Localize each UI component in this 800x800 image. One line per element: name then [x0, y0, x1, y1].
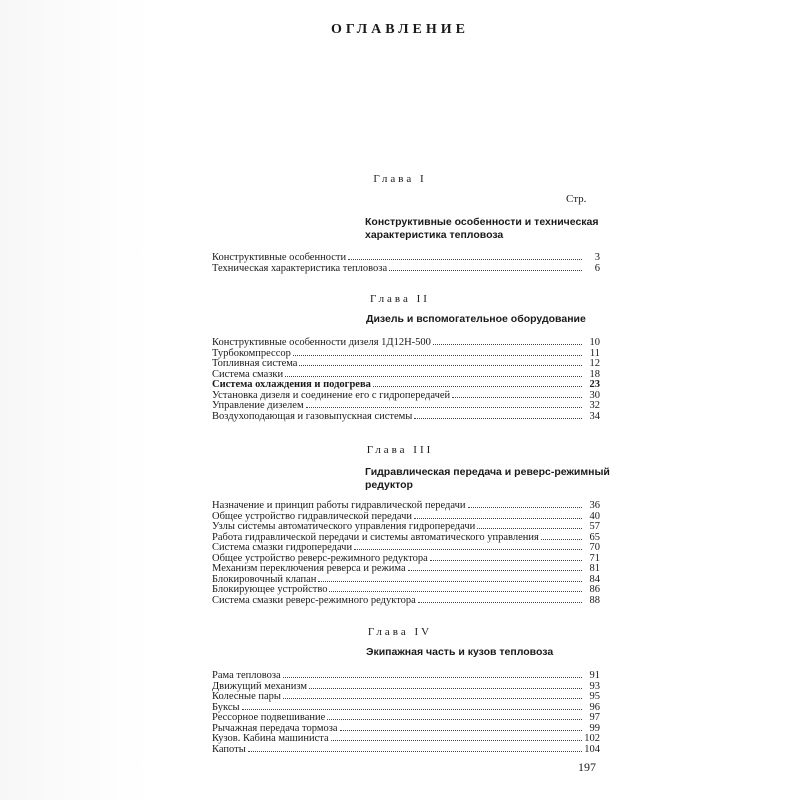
dot-leader [299, 358, 582, 366]
toc-list-chapter-4 [212, 670, 600, 754]
dot-leader [309, 681, 582, 689]
toc-entry-title: Рычажная передача тормоза [212, 722, 338, 734]
toc-entry-page: 96 [589, 701, 600, 713]
dot-leader [331, 733, 582, 741]
toc-entry-page: 18 [589, 368, 600, 380]
toc-list-chapter-1 [212, 252, 600, 273]
toc-list-chapter-2 [212, 337, 600, 421]
dot-leader [408, 563, 582, 571]
toc-entry-page: 71 [589, 552, 600, 564]
chapter-title-1 [365, 216, 599, 242]
toc-entry-page: 102 [584, 733, 600, 744]
toc-entry-page: 65 [589, 531, 600, 543]
toc-entry-page: 95 [589, 691, 600, 702]
chapter-label-3: Глава III [366, 444, 434, 456]
toc-entry-title: Система смазки реверс-режимного редуктора [212, 594, 416, 606]
chapter-title-4 [366, 646, 553, 659]
toc-entry-page: 32 [589, 400, 600, 411]
toc-entry-page: 70 [589, 542, 600, 553]
toc-entry-title: Конструктивные особенности [212, 252, 347, 263]
toc-entry-page: 57 [589, 521, 600, 532]
toc-entry-title: Работа гидравлической передачи и системы автоматического управления [212, 531, 539, 543]
toc-entry[interactable] [212, 252, 600, 263]
dot-leader [433, 337, 582, 345]
toc-entry-page: 88 [589, 594, 600, 606]
toc-entry-page: 97 [589, 712, 600, 723]
toc-entry-page: 86 [589, 584, 600, 595]
dot-leader [293, 348, 582, 356]
dot-leader [283, 691, 582, 699]
dot-leader [452, 390, 582, 398]
toc-entry-page: 6 [594, 262, 600, 274]
chapter-title-line: Гидравлическая передача и реверс-режимный [365, 466, 610, 478]
toc-entry-page: 23 [589, 379, 600, 390]
toc-entry-title: Турбокомпрессор [212, 347, 291, 359]
dot-leader [348, 252, 582, 260]
toc-entry-title: Рессорное подвешивание [212, 712, 326, 723]
toc-entry[interactable] [212, 263, 600, 274]
toc-entry[interactable] [212, 511, 600, 522]
dot-leader [327, 712, 582, 720]
dot-leader [414, 511, 582, 519]
toc-entry-page: 104 [584, 743, 600, 755]
toc-entry-page: 84 [589, 573, 600, 585]
chapter-label-4: Глава IV [367, 626, 433, 638]
chapter-title-line: Конструктивные особенности и техническая [365, 216, 599, 228]
toc-entry[interactable] [212, 584, 600, 595]
toc-entry[interactable] [212, 358, 600, 369]
toc-entry[interactable] [212, 542, 600, 553]
toc-entry[interactable] [212, 411, 600, 422]
chapter-label-1: Глава I [373, 173, 427, 185]
chapter-title-line: редуктор [365, 479, 413, 491]
chapter-label-2: Глава II [370, 293, 430, 305]
chapter-title-3 [365, 466, 610, 492]
toc-entry[interactable] [212, 723, 600, 734]
dot-leader [306, 400, 582, 408]
page-title: ОГЛАВЛЕНИЕ [331, 22, 469, 37]
toc-entry[interactable] [212, 574, 600, 585]
toc-list-chapter-3 [212, 500, 600, 605]
dot-leader [468, 500, 583, 508]
dot-leader [318, 574, 582, 582]
dot-leader [414, 411, 582, 419]
toc-entry-page: 30 [589, 389, 600, 401]
toc-entry-page: 91 [589, 670, 600, 681]
toc-entry[interactable] [212, 337, 600, 348]
chapter-title-line: Дизель и вспомогательное оборудование [366, 313, 586, 325]
dot-leader [329, 584, 582, 592]
toc-entry-title: Капоты [212, 743, 246, 755]
toc-entry-title: Система смазки гидропередачи [212, 542, 353, 553]
toc-entry-title: Назначение и принцип работы гидравлической передачи [212, 500, 466, 511]
toc-entry[interactable] [212, 390, 600, 401]
toc-entry-title: Конструктивные особенности дизеля 1Д12Н-500 [212, 337, 431, 348]
toc-entry[interactable] [212, 500, 600, 511]
toc-entry[interactable] [212, 595, 600, 606]
toc-entry-title: Буксы [212, 701, 240, 713]
toc-entry-title: Общее устройство гидравлической передачи [212, 510, 413, 522]
page-shadow-edge [0, 0, 150, 800]
toc-entry-page: 40 [589, 510, 600, 522]
toc-entry[interactable] [212, 563, 600, 574]
toc-entry-title: Движущий механизм [212, 680, 308, 692]
dot-leader [354, 542, 582, 550]
toc-entry[interactable] [212, 521, 600, 532]
toc-entry[interactable] [212, 670, 600, 681]
toc-entry[interactable] [212, 369, 600, 380]
toc-entry[interactable] [212, 691, 600, 702]
toc-entry-title: Установка дизеля и соединение его с гидропередачей [212, 389, 451, 401]
page-column-label: Стр. [566, 193, 587, 205]
toc-entry[interactable] [212, 744, 600, 755]
toc-entry-title: Система смазки [212, 368, 284, 380]
toc-entry-title: Колесные пары [212, 691, 281, 702]
toc-entry[interactable] [212, 379, 600, 390]
toc-entry-title: Блокирующее устройство [212, 584, 328, 595]
toc-entry-title: Общее устройство реверс-режимного редуктора [212, 552, 428, 564]
dot-leader [541, 532, 582, 540]
toc-entry-title: Рама тепловоза [212, 670, 281, 681]
toc-entry[interactable] [212, 702, 600, 713]
toc-entry-page: 12 [589, 358, 600, 369]
toc-entry-title: Блокировочный клапан [212, 573, 317, 585]
dot-leader [248, 744, 582, 752]
chapter-title-2 [366, 313, 586, 326]
page-number: 197 [578, 760, 596, 774]
toc-entry-page: 11 [589, 347, 600, 359]
chapter-title-line: Экипажная часть и кузов тепловоза [366, 646, 554, 658]
toc-entry-page: 10 [589, 337, 600, 348]
dot-leader [389, 263, 582, 271]
toc-entry-page: 93 [589, 680, 600, 692]
toc-entry-title: Кузов. Кабина машиниста [212, 733, 329, 744]
toc-entry[interactable] [212, 532, 600, 543]
toc-entry[interactable] [212, 400, 600, 411]
toc-entry-title: Управление дизелем [212, 400, 304, 411]
toc-entry-page: 34 [589, 410, 600, 422]
toc-entry-title: Узлы системы автоматического управления гидропередачи [212, 521, 476, 532]
toc-entry-title: Техническая характеристика тепловоза [212, 262, 388, 274]
toc-entry[interactable] [212, 348, 600, 359]
toc-entry[interactable] [212, 712, 600, 723]
dot-leader [242, 702, 582, 710]
toc-entry[interactable] [212, 681, 600, 692]
toc-entry-page: 81 [589, 563, 600, 574]
dot-leader [418, 595, 582, 603]
toc-entry-page: 99 [589, 722, 600, 734]
toc-entry-title: Воздухоподающая и газовыпускная системы [212, 410, 413, 422]
chapter-title-line: характеристика тепловоза [365, 229, 504, 241]
dot-leader [283, 670, 582, 678]
toc-entry[interactable] [212, 733, 600, 744]
toc-entry-page: 36 [589, 500, 600, 511]
toc-entry-title: Механизм переключения реверса и режима [212, 563, 406, 574]
dot-leader [477, 521, 582, 529]
toc-entry[interactable] [212, 553, 600, 564]
toc-entry-title: Система охлаждения и подогрева [212, 379, 371, 390]
dot-leader [340, 723, 582, 731]
dot-leader [285, 369, 582, 377]
dot-leader [373, 379, 582, 387]
toc-entry-page: 3 [594, 252, 600, 263]
toc-entry-title: Топливная система [212, 358, 298, 369]
dot-leader [430, 553, 582, 561]
